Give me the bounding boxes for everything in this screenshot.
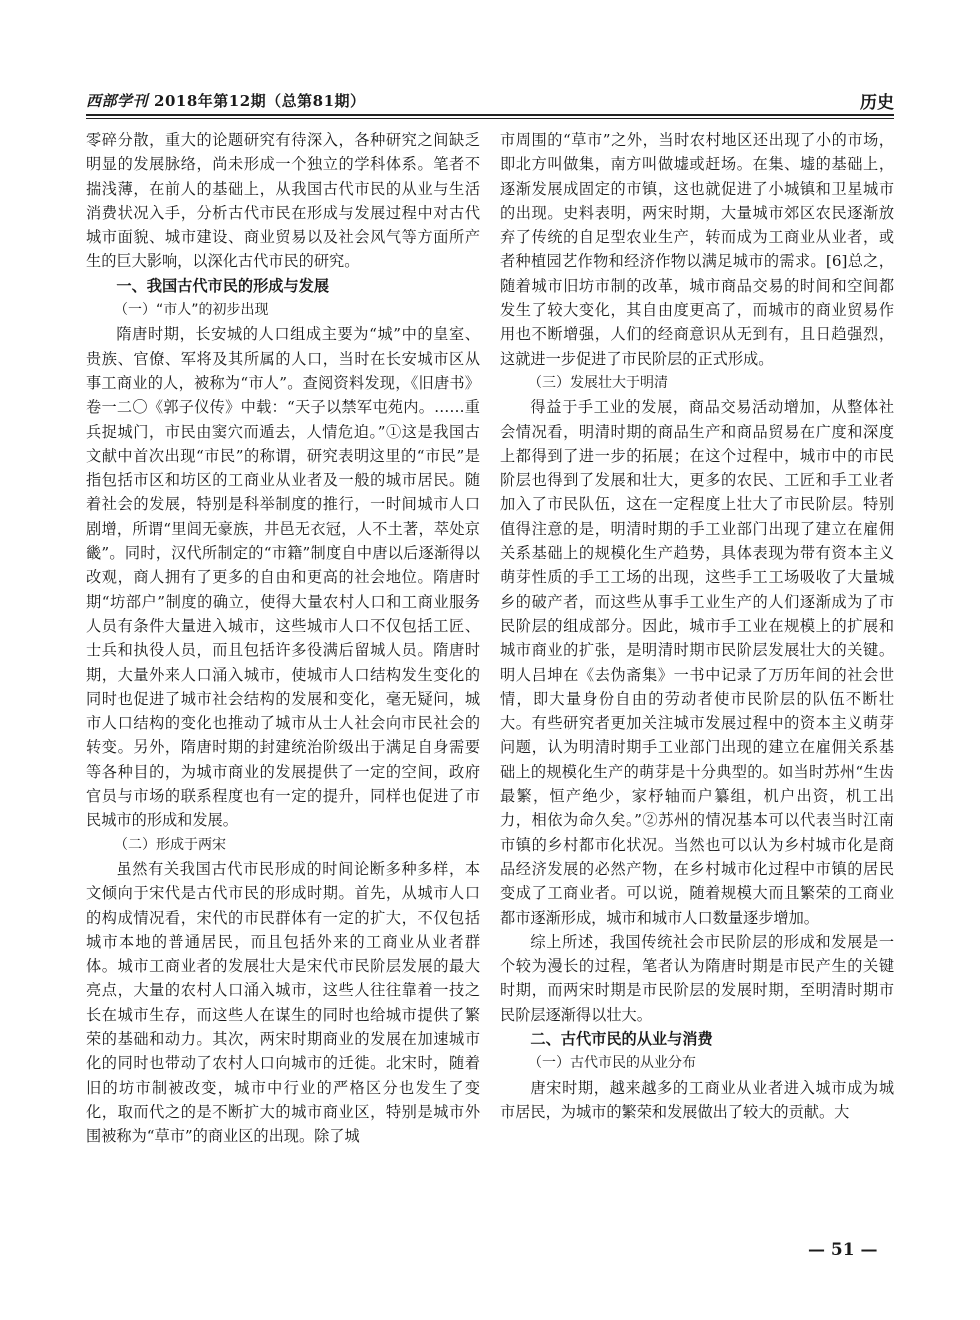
subsection-heading: （三）发展壮大于明清	[528, 374, 668, 391]
subsection-heading: （二）形成于两宋	[114, 836, 226, 853]
section-heading: 一、我国古代市民的形成与发展	[116, 276, 330, 295]
paragraph: 唐宋时期，越来越多的工商业从业者进入城市成为城市居民，为城市的繁荣和发展做出了较大的贡献。大	[500, 1078, 894, 1121]
journal-issue: 2018年第12期（总第81期）	[154, 92, 366, 110]
paragraph: 虽然有关我国古代市民形成的时间论断多种多样，本文倾向于宋代是古代市民的形成时期。首先，从城市人口的构成情况看，宋代的市民群体有一定的扩大，不仅包括城市本地的普通居民，而且包括外来的工商业从业者群体。城市工商业者的发展壮大是宋代市民阶层发展的最大亮点，大量的农村人口涌入城市，这些人往往靠着一技之长在城市生存，而这些人在谋生的同时也给城市提供了繁荣的基础和动力。其次，两宋时期商业的发展在加速城市化的同时也带动了农村人口向城市的迁徙。北宋时，随着旧的坊市制被改变，城市中行业的严格区分也发生了变化，取而代之的是不断扩大的城市商业区，特别是城市外围被称为“草市”的商业区的出现。除了城	[86, 859, 480, 1146]
subsection-heading: （一）“市人”的初步出现	[114, 302, 269, 319]
left-column	[86, 128, 480, 1148]
section-heading: 二、古代市民的从业与消费	[530, 1029, 713, 1048]
header-rule	[86, 114, 894, 116]
paragraph: 得益于手工业的发展，商品交易活动增加，从整体社会情况看，明清时期的商品生产和商品贸易在广度和深度上都得到了进一步的拓展；在这个过程中，城市中的市民阶层也得到了发展和壮大，更多的农民、工匠和手工业者加入了市民队伍，这在一定程度上壮大了市民阶层。特别值得注意的是，明清时期的手工业部门出现了建立在雇佣关系基础上的规模化生产趋势，具体表现为带有资本主义萌芽性质的手工工场的出现，这些手工工场吸收了大量城乡的破产者，而这些从事手工业生产的人们逐渐成为了市民阶层的组成部分。因此，城市手工业在规模上的扩展和城市商业的扩张，是明清时期市民阶层发展壮大的关键。明人吕坤在《去伪斋集》一书中记录了万历年间的社会世情，即大量身份自由的劳动者使市民阶层的队伍不断壮大。有些研究者更加关注城市发展过程中的资本主义萌芽问题，认为明清时期手工业部门出现的建立在雇佣关系基础上的规模化生产的萌芽是十分典型的。如当时苏州“生齿最繁，恒产绝少，家杼轴而户纂组，机户出资，机工出力，相依为命久矣。”②苏州的情况基本可以代表当时江南市镇的乡村都市化状况。当然也可以认为乡村城市化是商品经济发展的必然产物，在乡村城市化过程中市镇的居民变成了工商业者。可以说，随着规模大而且繁荣的工商业都市逐渐形成，城市和城市人口数量逐步增加。	[500, 398, 894, 927]
paragraph: 市周围的“草市”之外，当时农村地区还出现了小的市场，即北方叫做集，南方叫做墟或赶场。在集、墟的基础上，逐渐发展成固定的市镇，这也就促进了小城镇和卫星城市的出现。史料表明，两宋时期，大量城市郊区农民逐渐放弃了传统的自足型农业生产，转而成为工商业从业者，或者种植园艺作物和经济作物以满足城市的需求。[6]总之，随着城市旧坊市制的改革，城市商品交易的时间和空间都发生了较大变化，其自由度更高了，而城市的商业贸易作用也不断增强，人们的经商意识从无到有，且日趋强烈，这就进一步促进了市民阶层的正式形成。	[500, 131, 894, 368]
journal-title	[86, 90, 366, 111]
paragraph: 零碎分散，重大的论题研究有待深入，各种研究之间缺乏明显的发展脉络，尚未形成一个独立的学科体系。笔者不揣浅薄，在前人的基础上，从我国古代市民的从业与生活消费状况入手，分析古代市民在形成与发展过程中对古代城市面貌、城市建设、商业贸易以及社会风气等方面所产生的巨大影响，以深化古代市民的研究。	[86, 131, 480, 271]
page-number: — 51 —	[808, 1240, 878, 1260]
paragraph: 隋唐时期，长安城的人口组成主要为“城”中的皇室、贵族、官僚、军将及其所属的人口，当时在长安城市区从事工商业的人，被称为“市人”。查阅资料发现，《旧唐书》卷一二〇《郭子仪传》中载：“天子以禁军屯苑内。……重兵捉城门，市民由窦穴而遁去，人情危迫。”①这是我国古文献中首次出现“市民”的称谓，研究表明这里的“市民”是指包括市区和坊区的工商业从业者及一般的城市居民。随着社会的发展，特别是科举制度的推行，一时间城市人口剧增，所谓“里闾无豪族，井邑无衣冠，人不土著，萃处京畿”。同时，汉代所制定的“市籍”制度自中唐以后逐渐得以改观，商人拥有了更多的自由和更高的社会地位。隋唐时期“坊部户”制度的确立，使得大量农村人口和工商业服务人员有条件大量进入城市，这些城市人口不仅包括工匠、士兵和执役人员，而且包括许多役满后留城人员。隋唐时期，大量外来人口涌入城市，使城市人口结构发生变化的同时也促进了城市社会结构的发展和变化，毫无疑问，城市人口结构的变化也推动了城市从士人社会向市民社会的转变。另外，隋唐时期的封建统治阶级出于满足自身需要等各种目的，为城市商业的发展提供了一定的空间，政府官员与市场的联系程度也有一定的提升，同样也促进了市民城市的形成和发展。	[86, 325, 480, 830]
journal-logo: 西部学刊	[86, 92, 149, 110]
running-header	[86, 84, 894, 114]
section-label: 历史	[860, 93, 894, 113]
paragraph: 综上所述，我国传统社会市民阶层的形成和发展是一个较为漫长的过程，笔者认为隋唐时期是市民产生的关键时期，而两宋时期是市民阶层的发展时期，至明清时期市民阶层逐渐得以壮大。	[500, 932, 894, 1024]
subsection-heading: （一）古代市民的从业分布	[528, 1055, 696, 1072]
right-column	[500, 128, 894, 1124]
header-rule-thin	[86, 118, 894, 119]
